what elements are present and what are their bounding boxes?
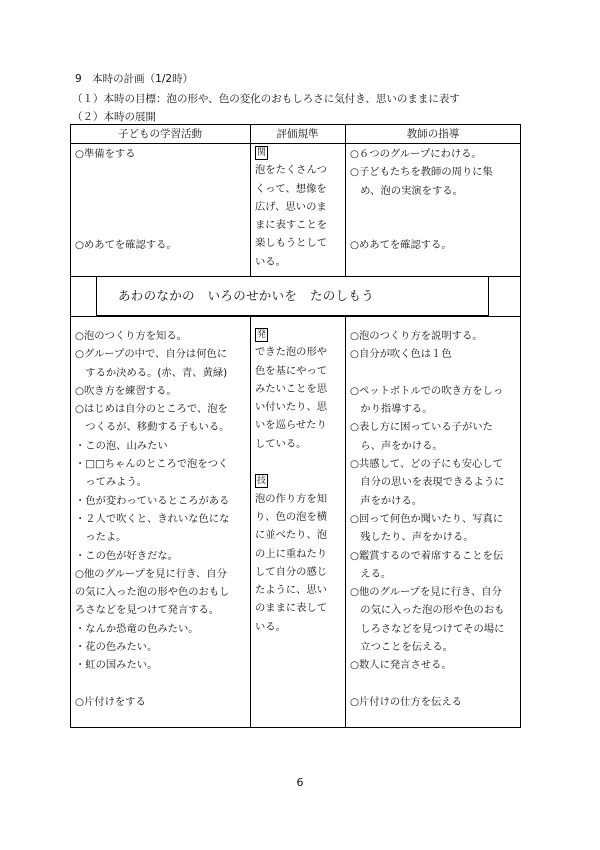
activity-line: ○準備をする (75, 148, 136, 160)
activity-line: ろさなどを見つけて発言する。 (75, 604, 220, 617)
column-divider (250, 316, 251, 728)
row-divider (70, 316, 521, 317)
evaluation-line: くって、想像を (255, 182, 327, 195)
evaluation-line: い付いたり、思 (255, 401, 328, 414)
teacher-line: ○自分が吹く色は１色 (350, 348, 452, 361)
activity-line: ・２人で吹くと、きれいな色にな (75, 512, 230, 525)
evaluation-line: たように、思い (255, 584, 328, 597)
evaluation-line: 色を基にやって (255, 364, 328, 377)
teacher-line: 残したり、声をかける。 (350, 531, 474, 544)
evaluation-line: 泡をたくさんつ (255, 164, 327, 177)
activity-line: ・虹の国みたい。 (75, 659, 158, 672)
teacher-line: ○他のグループを見に行き、自分 (350, 586, 502, 599)
evaluation-cell-top (255, 143, 327, 271)
column-header-teacher: 教師の指導 (406, 128, 460, 140)
activity-line: ったよ。 (75, 531, 127, 544)
activity-line: ○はじめは自分のところで、泡を (75, 403, 228, 416)
evaluation-tag: 技 (257, 476, 267, 487)
teacher-line (350, 200, 493, 218)
evaluation-line: 楽しもうとして (255, 237, 328, 250)
activity-line: ・色が変わっているところがある (75, 494, 230, 507)
evaluation-line: まに表すことを (255, 219, 328, 232)
activity-line (75, 182, 177, 200)
teacher-line: 立つことを伝える。 (350, 641, 453, 654)
activity-line: の気に入った泡の形や色のおもし (75, 586, 230, 599)
evaluation-line: 広げ、思いのま (255, 200, 327, 213)
activity-line: ・花の色みたい。 (75, 641, 158, 654)
evaluation-line: できた泡の形や (255, 346, 328, 359)
evaluation-cell-bottom (255, 325, 327, 636)
teacher-line: ○共感して、どの子にも安心して (350, 458, 503, 471)
evaluation-line: して自分の感じ (255, 565, 328, 578)
evaluation-line: 泡の作り方を知 (255, 492, 328, 505)
evaluation-tag: 関 (257, 148, 267, 158)
teacher-line: ○回って何色か聞いたり、写真に (350, 512, 504, 525)
column-header-activities: 子どもの学習活動 (118, 128, 202, 140)
activity-line: ってみよう。 (75, 476, 148, 489)
teacher-line: ○表し方に困っている子がいた (350, 421, 493, 434)
column-divider (250, 124, 251, 276)
teacher-line: 自分の思いを表現できるように (350, 476, 505, 489)
teacher-line: ○数人に発言させる。 (350, 659, 452, 672)
activity-line: するか決める。(赤、青、黄緑) (75, 366, 228, 379)
activity-line: ・なんか恐竜の色みたい。 (75, 622, 199, 635)
teacher-line: ○子どもたちを教師の周りに集 (350, 166, 493, 179)
teacher-line: ○めあてを確認する。 (350, 239, 452, 252)
evaluation-line: している。 (255, 437, 307, 450)
teacher-line (350, 364, 504, 382)
teacher-line: しろさなどを見つけてその場に (350, 622, 505, 635)
activity-line: ・この色が好きだな。 (75, 549, 178, 562)
evaluation-line: みたいことを思 (255, 382, 328, 395)
activity-line (75, 163, 177, 181)
activities-cell-bottom (75, 327, 229, 711)
evaluation-line: の上に重ねたり (255, 547, 328, 560)
page-number: 6 (296, 776, 304, 789)
evaluation-line: いる。 (255, 255, 286, 268)
column-divider (345, 316, 346, 728)
teacher-cell-top (350, 145, 493, 255)
teacher-line: ○鑑賞するので着席することを伝 (350, 549, 504, 562)
teacher-line: かり指導する。 (350, 403, 433, 416)
evaluation-line: のままに表して (255, 602, 328, 615)
activity-line: ○グループの中で、自分は何色に (75, 348, 228, 361)
activity-line: ○吹き方を練習する。 (75, 384, 177, 397)
teacher-line: ○泡のつくり方を説明する。 (350, 330, 483, 342)
column-header-evaluation: 評価規準 (276, 128, 319, 140)
teacher-line: ○ペットボトルでの吹き方をしっ (350, 384, 504, 397)
activity-line: ○他のグループを見に行き、自分 (75, 567, 227, 580)
lesson-goal-line: （１）本時の目標：泡の形や、色の変化のおもしろさに気付き、思いのままに表す (72, 93, 460, 105)
teacher-cell-bottom (350, 327, 504, 711)
teacher-line: える。 (350, 567, 392, 580)
evaluation-line: り、色の泡を横 (255, 510, 328, 523)
teacher-line: 声をかける。 (350, 494, 423, 507)
activity-line: ・□□ちゃんのところで泡をつく (75, 458, 229, 471)
teacher-line: ○６つのグループにわける。 (350, 148, 482, 160)
teacher-line (350, 675, 504, 693)
teacher-line: ○片付けの仕方を伝える (350, 695, 462, 708)
activity-line: ○泡のつくり方を知る。 (75, 330, 187, 342)
evaluation-line: いを巡らせたり (255, 419, 327, 432)
activity-line: ○めあてを確認する。 (75, 239, 177, 252)
lesson-goal-text: あわのなかの いろのせかいを たのしもう (118, 288, 375, 303)
lesson-flow-heading: （２）本時の展開 (72, 111, 156, 123)
activity-line: ・この泡、山みたい (75, 439, 168, 452)
activity-line (75, 675, 229, 693)
section-heading: 9 本時の計画（1/2時） (75, 73, 194, 85)
activity-line (75, 218, 177, 236)
column-divider (345, 124, 346, 276)
teacher-line: め、泡の実演をする。 (350, 184, 463, 197)
teacher-line (350, 218, 493, 236)
activity-line: ○片付けをする (75, 695, 146, 708)
evaluation-line: に並べたり、泡 (255, 529, 328, 542)
teacher-line: の気に入った泡の形や色のおも (350, 604, 505, 617)
activity-line (75, 200, 177, 218)
evaluation-line: いる。 (255, 620, 286, 633)
teacher-line: ら、声をかける。 (350, 439, 443, 452)
activities-cell-top (75, 145, 177, 255)
evaluation-tag: 発 (257, 330, 267, 340)
activity-line: つくるが、移動する子もいる。 (75, 421, 230, 434)
